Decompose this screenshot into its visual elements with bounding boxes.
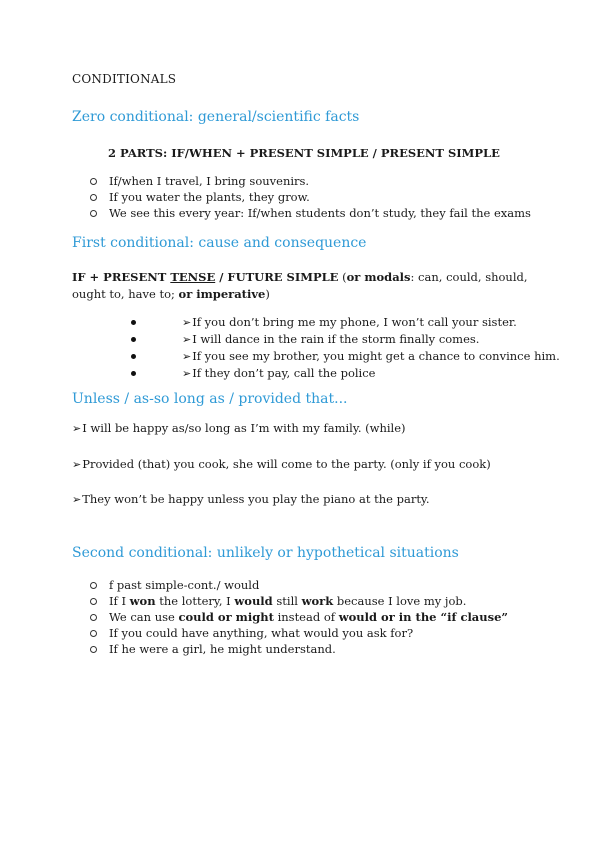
list-item: ➢If you don’t bring me my phone, I won’t call your sister.	[131, 314, 560, 331]
list-item: f past simple-cont./ would	[90, 577, 508, 593]
circle-bullet-icon	[90, 630, 97, 637]
second-conditional-examples	[90, 577, 508, 657]
list-item: ➢If they don’t pay, call the police	[131, 365, 560, 382]
arrow-bullet-icon: ➢	[182, 350, 192, 363]
arrow-bullet-icon: ➢	[72, 458, 82, 471]
circle-bullet-icon	[90, 598, 97, 605]
circle-bullet-icon	[90, 614, 97, 621]
circle-bullet-icon	[90, 210, 97, 217]
list-item: If I won the lottery, I would still work because I love my job.	[90, 593, 508, 609]
zero-conditional-examples	[90, 173, 531, 221]
zero-conditional-heading: Zero conditional: general/scientific facts	[72, 109, 360, 125]
arrow-bullet-icon: ➢	[182, 367, 192, 380]
first-conditional-heading: First conditional: cause and consequence	[72, 235, 367, 251]
arrow-bullet-icon: ➢	[72, 422, 82, 435]
first-conditional-rule-line2: ought to, have to; or imperative)	[72, 287, 270, 301]
zero-conditional-rule: 2 PARTS: IF/WHEN + PRESENT SIMPLE / PRESENT SIMPLE	[108, 146, 500, 160]
circle-bullet-icon	[90, 178, 97, 185]
circle-bullet-icon	[90, 582, 97, 589]
arrow-bullet-icon: ➢	[182, 333, 192, 346]
unless-heading: Unless / as-so long as / provided that...	[72, 391, 348, 407]
arrow-bullet-icon: ➢	[72, 493, 82, 506]
list-item: If/when I travel, I bring souvenirs.	[90, 173, 531, 189]
circle-bullet-icon	[90, 194, 97, 201]
document-title: CONDITIONALS	[72, 72, 177, 86]
first-conditional-examples	[131, 314, 560, 382]
unless-example-2: ➢Provided (that) you cook, she will come to the party. (only if you cook)	[72, 457, 491, 471]
arrow-bullet-icon: ➢	[182, 316, 192, 329]
second-conditional-heading: Second conditional: unlikely or hypothetical situations	[72, 545, 459, 561]
list-item: ➢I will dance in the rain if the storm finally comes.	[131, 331, 560, 348]
bullet-dot-icon	[131, 320, 136, 325]
list-item: ➢If you see my brother, you might get a chance to convince him.	[131, 348, 560, 365]
first-conditional-rule-line1: IF + PRESENT TENSE / FUTURE SIMPLE (or modals: can, could, should,	[72, 270, 528, 284]
list-item: If he were a girl, he might understand.	[90, 641, 508, 657]
circle-bullet-icon	[90, 646, 97, 653]
bullet-dot-icon	[131, 337, 136, 342]
list-item: If you could have anything, what would you ask for?	[90, 625, 508, 641]
bullet-dot-icon	[131, 371, 136, 376]
list-item: We see this every year: If/when students don’t study, they fail the exams	[90, 205, 531, 221]
list-item: We can use could or might instead of would or in the “if clause”	[90, 609, 508, 625]
bullet-dot-icon	[131, 354, 136, 359]
list-item: If you water the plants, they grow.	[90, 189, 531, 205]
unless-example-1: ➢I will be happy as/so long as I’m with my family. (while)	[72, 421, 406, 435]
unless-example-3: ➢They won’t be happy unless you play the piano at the party.	[72, 492, 430, 506]
